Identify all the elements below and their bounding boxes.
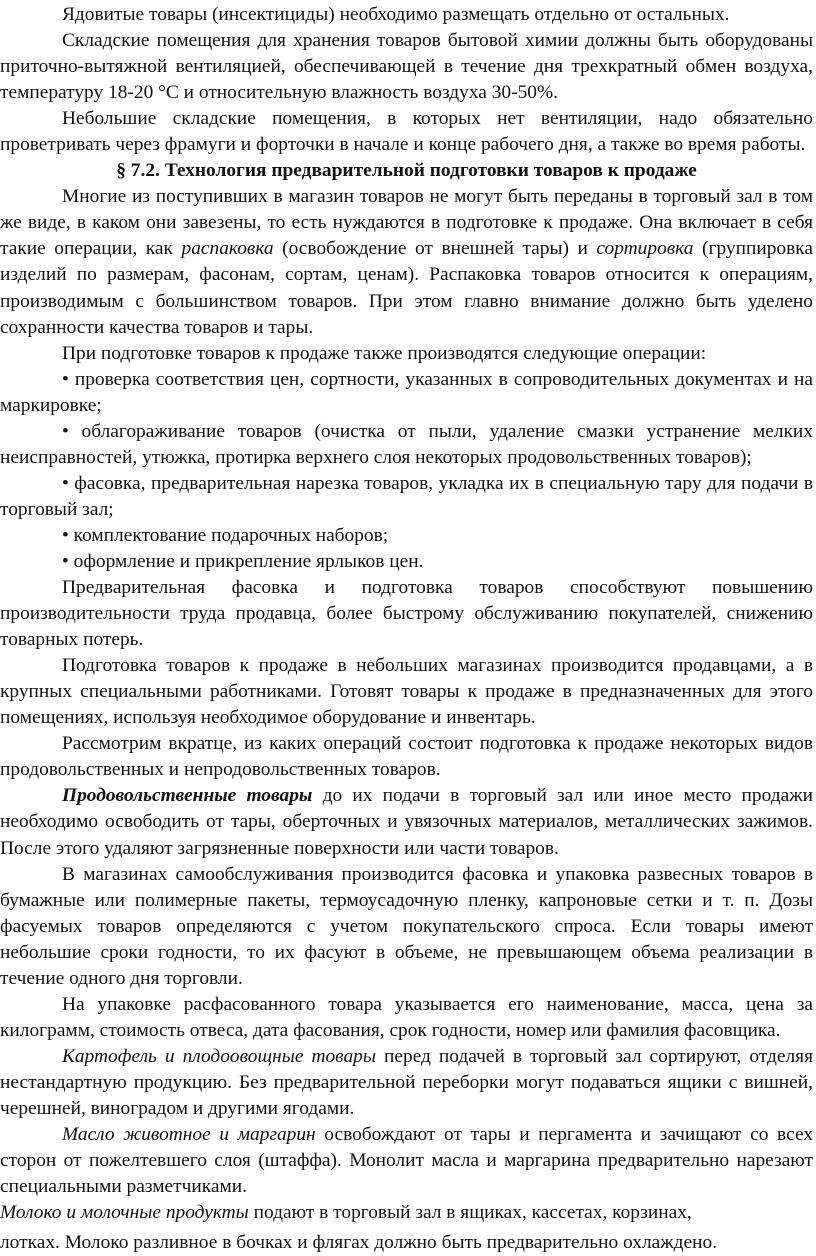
term-dairy: Молоко и молочные продукты: [0, 1202, 249, 1224]
term-vegetables: Картофель и плодоовощные товары: [62, 1045, 376, 1067]
paragraph-warehouse-ventilation: Складские помещения для хранения товаров бытовой химии должны быть оборудованы приточно-вытяжной вентиляцией, обеспечивающей в течение дня трехкратный обмен воздуха, температуру 18-20 °С и относительную влажность воздуха 30-50%.: [0, 30, 813, 104]
paragraph-small-warehouses: Небольшие складские помещения, в которых нет вентиляции, надо обязательно проветривать через фрамуги и форточки в начале и конце рабочего дня, а также во время работы.: [0, 108, 813, 156]
paragraph-preparation-intro: [0, 184, 813, 340]
term-unpacking: распаковка: [181, 238, 274, 260]
paragraph-butter: [0, 1122, 813, 1200]
bullet-item: • проверка соответствия цен, сортности, указанных в сопроводительных документах и на маркировке;: [0, 368, 813, 416]
paragraph-dairy: [0, 1200, 813, 1226]
paragraph-toxic-goods: Ядовитые товары (инсектициды) необходимо размещать отдельно от остальных.: [62, 4, 730, 25]
paragraph-dairy-continued: лотках. Молоко разливное в бочках и флягах должно быть предварительно охлаждено.: [0, 1232, 718, 1254]
paragraph-self-service: В магазинах самообслуживания производится фасовка и упаковка развесных товаров в бумажные или полимерные пакеты, термоусадочную пленку, капроновые сетки и т. п. Дозы фасуемых товаров определяются с учетом покупательского спроса. Если товары имеют небольшие сроки годности, то их фасуют в объеме, не превышающем объема реализации в течение одного дня торговли.: [0, 863, 813, 989]
bullet-item: • фасовка, предварительная нарезка товаров, укладка их в специальную тару для подачи в торговый зал;: [0, 472, 813, 520]
food-products-text: до их подачи в торговый зал или иное место продажи необходимо освободить от тары, оберточных и увязочных материалов, металлических зажимов. После этого удаляют загрязненные поверхности или части товаров.: [0, 785, 813, 859]
butter-text: освобождают от тары и пергамента и зачищают со всех сторон от пожелтевшего слоя (штаффа). Монолит масла и маргарина предварительно нарезают специальными разметчиками.: [0, 1124, 813, 1198]
bullet-item: • комплектование подарочных наборов;: [62, 524, 389, 546]
paragraph-overview: Рассмотрим вкратце, из каких операций состоит подготовка к продаже некоторых видов продовольственных и непродовольственных товаров.: [0, 733, 813, 781]
paragraph-prepacking-benefits: Предварительная фасовка и подготовка товаров способствуют повышению производительности труда продавца, более быстрому обслуживанию покупателей, снижению товарных потерь.: [0, 577, 813, 651]
paragraph-vegetables: [0, 1044, 813, 1122]
paragraph-preparation-staff: Подготовка товаров к продаже в небольших магазинах производится продавцами, а в крупных специальными работниками. Готовят товары к продаже в предназначенных для этого помещениях, используя необходимое оборудование и инвентарь.: [0, 655, 813, 729]
vegetables-text: перед подачей в торговый зал сортируют, отделяя нестандартную продукцию. Без предварительной переборки могут подаваться ящики с вишней, черешней, виноградом и другими ягодами.: [0, 1045, 813, 1119]
paragraph-operations-intro: При подготовке товаров к продаже также производятся следующие операции:: [62, 342, 707, 364]
paragraph-food-products: [0, 783, 813, 861]
term-butter: Масло животное и маргарин: [62, 1124, 316, 1146]
preparation-text-a: Многие из поступивших в магазин товаров не могут быть переданы в торговый зал в том же виде, в каком они завезены, то есть нуждаются в подготовке к продаже. Она включает в себя такие операции, как: [0, 186, 813, 260]
paragraph-package-labeling: На упаковке расфасованного товара указывается его наименование, масса, цена за килограмм, стоимость отвеса, дата фасования, срок годности, номер или фамилия фасовщика.: [0, 993, 813, 1041]
term-sorting: сортировка: [596, 238, 694, 260]
preparation-text-b: (освобождение от внешней тары) и: [273, 238, 597, 260]
section-heading: § 7.2. Технология предварительной подготовки товаров к продаже: [116, 160, 697, 182]
preparation-text-c: (группировка изделий по размерам, фасонам, сортам, ценам). Распаковка товаров относится к операциям, производимым с большинством товаров. При этом главно внимание должно быть уделено сохранности качества товаров и тары.: [0, 238, 813, 338]
bullet-item: • оформление и прикрепление ярлыков цен.: [62, 550, 424, 572]
dairy-text: подают в торговый зал в ящиках, кассетах, корзинах,: [248, 1202, 692, 1224]
bullet-item: • облагораживание товаров (очистка от пыли, удаление смазки устранение мелких неисправностей, утюжка, протирка верхнего слоя некоторых продовольственных товаров);: [0, 420, 813, 468]
term-food-products: Продовольственные товары: [62, 785, 313, 807]
